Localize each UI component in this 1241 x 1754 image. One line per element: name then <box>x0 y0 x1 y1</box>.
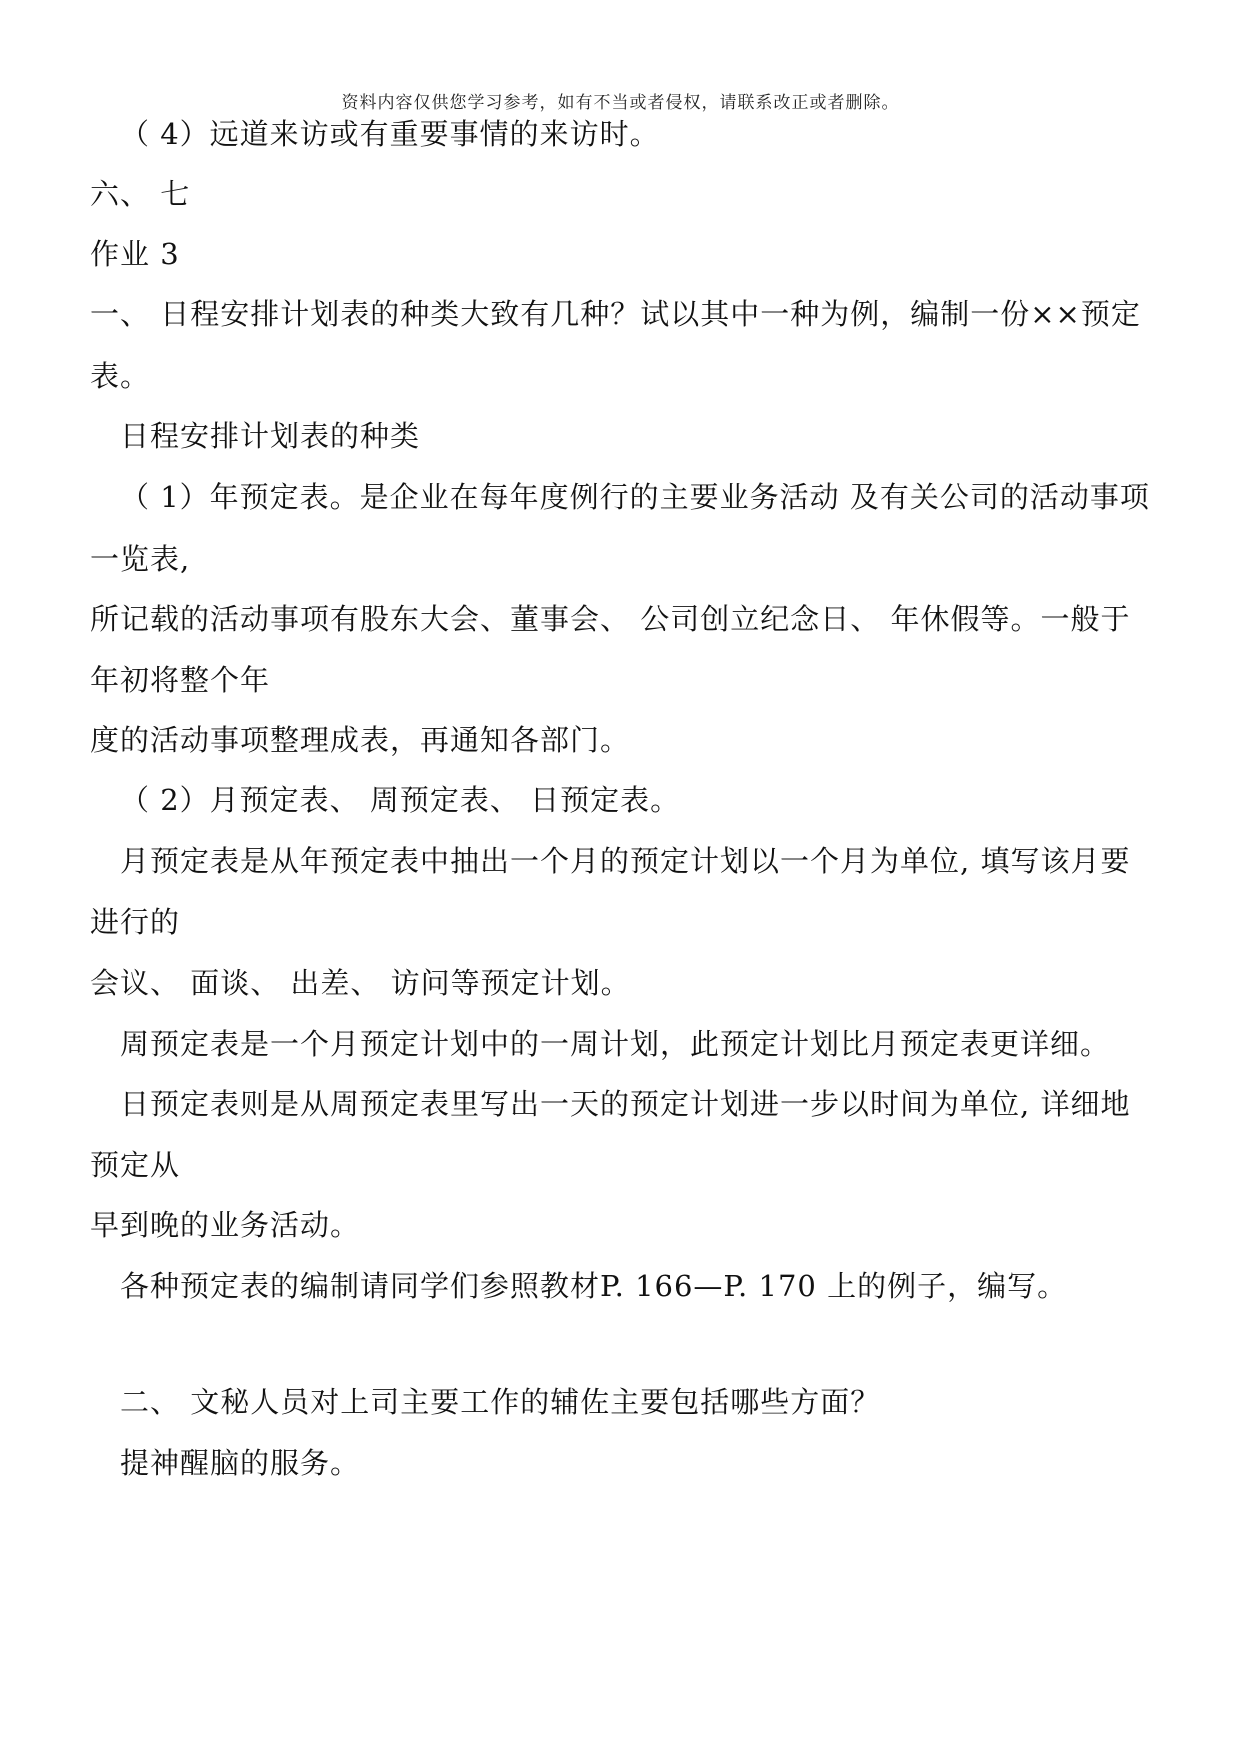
question-line: 表。 <box>90 359 151 393</box>
text-line: 各种预定表的编制请同学们参照教材P. 166—P. 170 上的例子，编写。 <box>120 1269 1068 1303</box>
text-line: （ 4）远道来访或有重要事情的来访时。 <box>120 117 660 151</box>
section-heading: 六、 七 <box>90 177 191 211</box>
text-line: 度的活动事项整理成表，再通知各部门。 <box>90 723 631 757</box>
text-line: 所记载的活动事项有股东大会、董事会、 公司创立纪念日、 年休假等。一般于 <box>90 602 1131 636</box>
assignment-heading: 作业 3 <box>90 237 180 271</box>
text-line: 预定从 <box>90 1148 181 1182</box>
question-line: 二、 文秘人员对上司主要工作的辅佐主要包括哪些方面？ <box>120 1385 881 1419</box>
text-line: 日预定表则是从周预定表里写出一天的预定计划进一步以时间为单位, 详细地 <box>120 1087 1131 1121</box>
text-line: 提神醒脑的服务。 <box>120 1446 361 1480</box>
text-line: 一览表, <box>90 542 191 576</box>
subheading: 日程安排计划表的种类 <box>120 419 421 453</box>
text-line: 进行的 <box>90 905 181 939</box>
text-line: （ 2）月预定表、 周预定表、 日预定表。 <box>120 783 681 817</box>
text-line: 月预定表是从年预定表中抽出一个月的预定计划以一个月为单位, 填写该月要 <box>120 844 1131 878</box>
text-line: 年初将整个年 <box>90 663 271 697</box>
text-line: （ 1）年预定表。是企业在每年度例行的主要业务活动 及有关公司的活动事项 <box>120 480 1150 514</box>
question-line: 一、 日程安排计划表的种类大致有几种？试以其中一种为例，编制一份××预定 <box>90 297 1141 331</box>
disclaimer-header: 资料内容仅供您学习参考，如有不当或者侵权，请联系改正或者删除。 <box>341 93 900 113</box>
text-line: 会议、 面谈、 出差、 访问等预定计划。 <box>90 966 631 1000</box>
text-line: 周预定表是一个月预定计划中的一周计划，此预定计划比月预定表更详细。 <box>120 1027 1111 1061</box>
text-line: 早到晚的业务活动。 <box>90 1208 361 1242</box>
